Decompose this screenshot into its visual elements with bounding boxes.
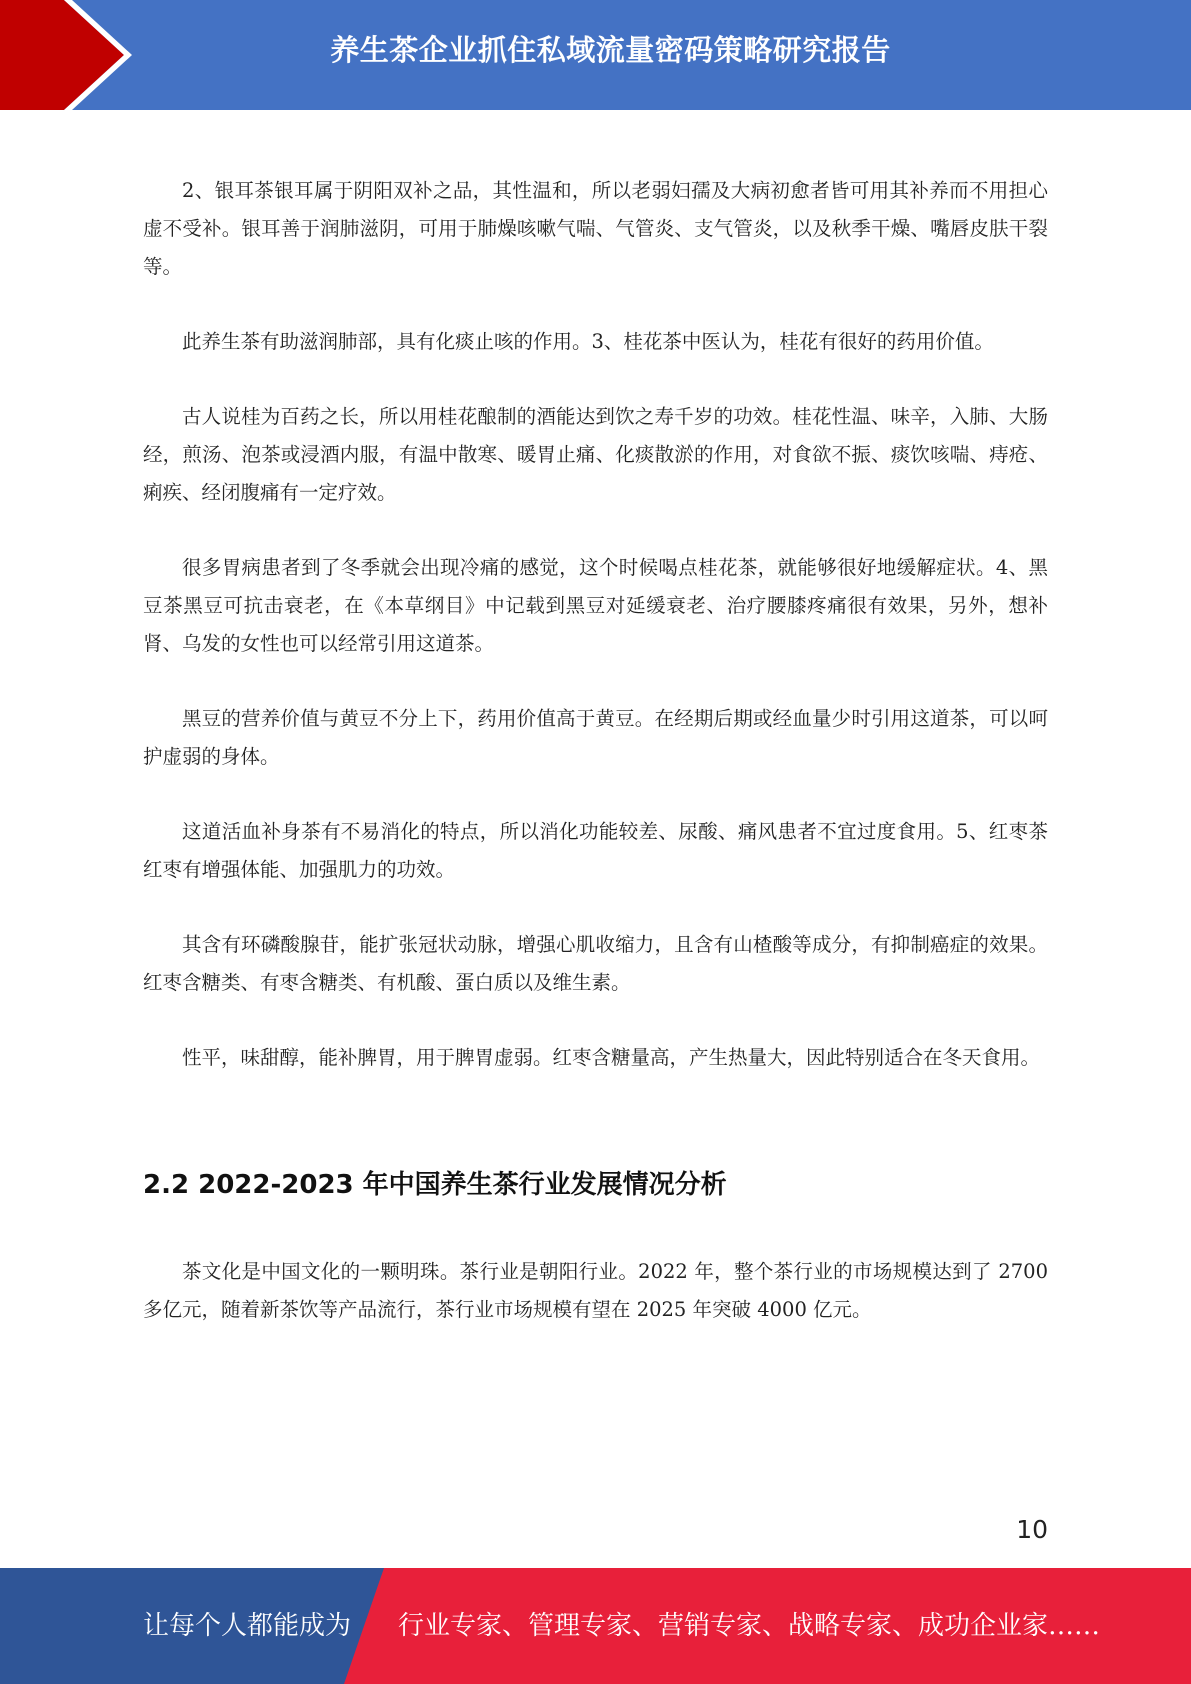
report-footer — [0, 1568, 1191, 1684]
report-header — [0, 0, 1191, 110]
body-paragraph: 黑豆的营养价值与黄豆不分上下，药用价值高于黄豆。在经期后期或经血量少时引用这道茶，可以呵护虚弱的身体。 — [143, 707, 1048, 768]
footer-roles: 行业专家、管理专家、营销专家、战略专家、成功企业家…… — [398, 1611, 1101, 1641]
body-paragraph: 2、银耳茶银耳属于阴阳双补之品，其性温和，所以老弱妇孺及大病初愈者皆可用其补养而不用担心虚不受补。银耳善于润肺滋阴，可用于肺燥咳嗽气喘、气管炎、支气管炎，以及秋季干燥、嘴唇皮肤干裂等。 — [143, 179, 1048, 278]
body-paragraph: 此养生茶有助滋润肺部，具有化痰止咳的作用。3、桂花茶中医认为，桂花有很好的药用价值。 — [182, 330, 994, 353]
page-content — [143, 172, 1048, 1366]
page-number: 10 — [1016, 1515, 1048, 1544]
body-paragraph: 很多胃病患者到了冬季就会出现冷痛的感觉，这个时候喝点桂花茶，就能够很好地缓解症状。4、黑豆茶黑豆可抗击衰老，在《本草纲目》中记载到黑豆对延缓衰老、治疗腰膝疼痛很有效果，另外，想补肾、乌发的女性也可以经常引用这道茶。 — [143, 556, 1048, 655]
body-paragraph: 这道活血补身茶有不易消化的特点，所以消化功能较差、尿酸、痛风患者不宜过度食用。5、红枣茶红枣有增强体能、加强肌力的功效。 — [143, 820, 1048, 881]
report-title: 养生茶企业抓住私域流量密码策略研究报告 — [330, 33, 891, 67]
body-paragraph: 古人说桂为百药之长，所以用桂花酿制的酒能达到饮之寿千岁的功效。桂花性温、味辛，入肺、大肠经，煎汤、泡茶或浸酒内服，有温中散寒、暖胃止痛、化痰散淤的作用，对食欲不振、痰饮咳喘、痔疮、痢疾、经闭腹痛有一定疗效。 — [143, 405, 1048, 504]
section-paragraph: 茶文化是中国文化的一颗明珠。茶行业是朝阳行业。2022 年，整个茶行业的市场规模达到了 2700 多亿元，随着新茶饮等产品流行，茶行业市场规模有望在 2025 年突破 4000 亿元。 — [143, 1260, 1048, 1321]
footer-slogan: 让每个人都能成为 — [143, 1611, 352, 1641]
body-paragraph: 其含有环磷酸腺苷，能扩张冠状动脉，增强心肌收缩力，且含有山楂酸等成分，有抑制癌症的效果。红枣含糖类、有枣含糖类、有机酸、蛋白质以及维生素。 — [143, 933, 1048, 994]
body-paragraph: 性平，味甜醇，能补脾胃，用于脾胃虚弱。红枣含糖量高，产生热量大，因此特别适合在冬天食用。 — [182, 1046, 1041, 1069]
section-heading: 2.2 2022-2023 年中国养生茶行业发展情况分析 — [143, 1170, 727, 1200]
